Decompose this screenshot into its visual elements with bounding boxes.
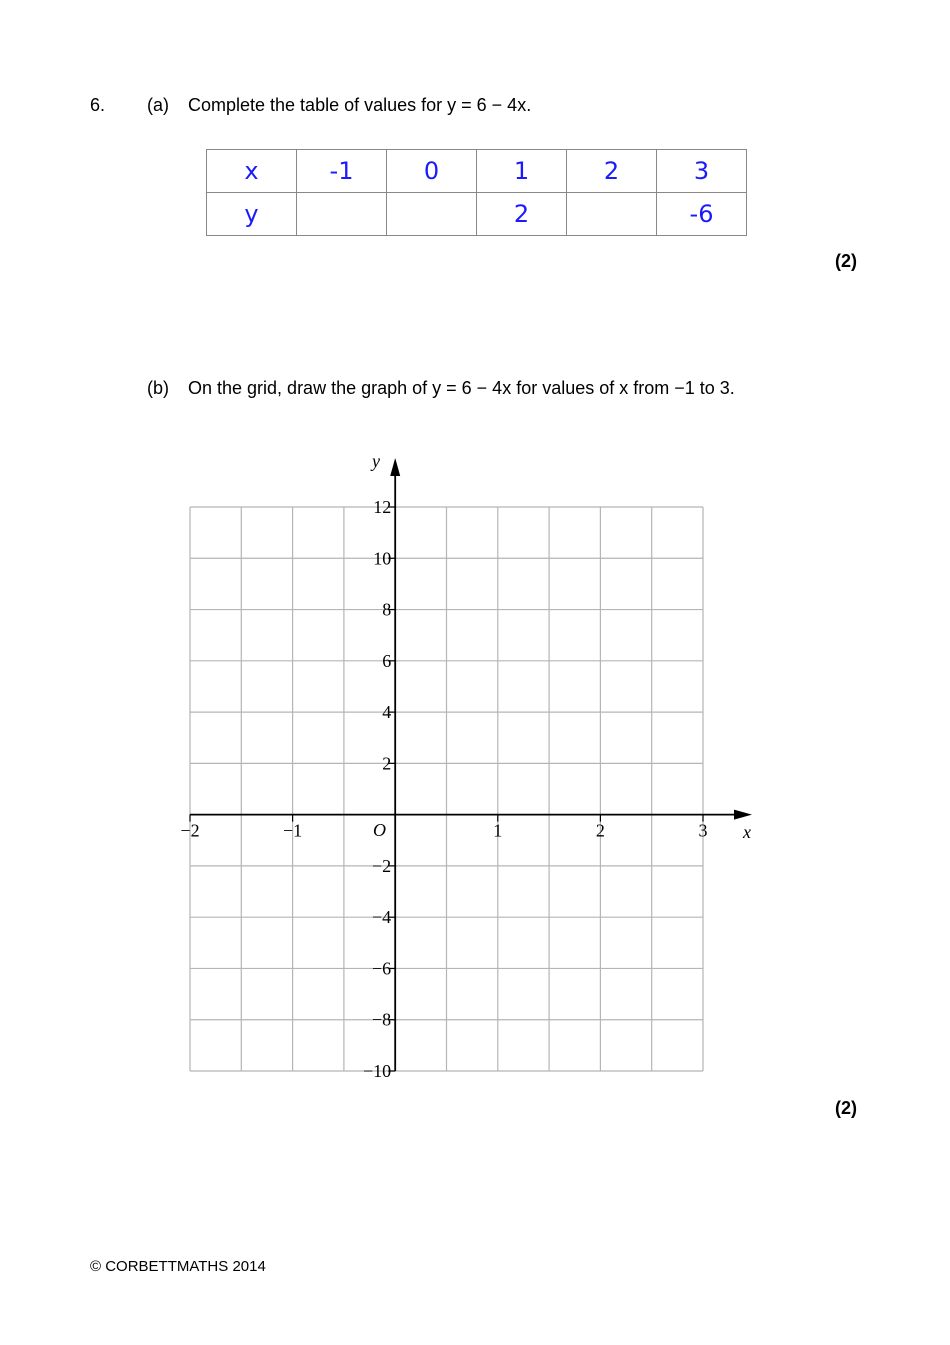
y-tick-label: 10 — [373, 548, 392, 569]
x-tick-label: −1 — [283, 820, 303, 841]
x-tick-label: −2 — [180, 820, 200, 841]
grid-lines — [190, 507, 703, 1071]
table-cell: y — [207, 193, 297, 236]
y-axis-arrow — [390, 458, 400, 476]
table-cell: 2 — [567, 150, 657, 193]
y-tick-label: 4 — [382, 702, 392, 723]
table-cell: 1 — [477, 150, 567, 193]
x-axis-arrow — [734, 810, 752, 820]
y-tick-label: 2 — [382, 753, 392, 774]
x-tick-label: 1 — [493, 820, 503, 841]
y-tick-label: 12 — [373, 497, 392, 517]
y-tick-label: −6 — [372, 958, 392, 979]
table-cell: 2 — [477, 193, 567, 236]
tick-labels — [180, 497, 707, 1081]
axes — [190, 458, 752, 1071]
footer-copyright: © CORBETTMATHS 2014 — [90, 1258, 266, 1275]
y-axis-label: y — [372, 451, 380, 471]
question-number: 6. — [90, 95, 106, 115]
table-cell: -6 — [657, 193, 747, 236]
y-tick-label: −8 — [372, 1009, 392, 1030]
part-b-text: On the grid, draw the graph of y = 6 − 4x for values of x from −1 to 3. — [188, 378, 735, 398]
x-tick-label: 3 — [698, 820, 708, 841]
y-tick-label: −2 — [372, 855, 392, 876]
x-axis-label: x — [743, 822, 751, 842]
part-b-label: (b) — [147, 378, 169, 398]
part-a-label: (a) — [147, 95, 169, 115]
table-cell: 3 — [657, 150, 747, 193]
part-a-marks: (2) — [835, 251, 857, 271]
table-cell: -1 — [297, 150, 387, 193]
y-tick-label: 8 — [382, 599, 392, 620]
y-tick-label: 6 — [382, 650, 392, 671]
table-cell: 0 — [387, 150, 477, 193]
x-tick-label: 2 — [595, 820, 605, 841]
table-cell: x — [207, 150, 297, 193]
part-a-text: Complete the table of values for y = 6 − 4x. — [188, 95, 532, 115]
part-b-marks: (2) — [835, 1098, 857, 1118]
y-tick-label: −4 — [372, 907, 392, 928]
y-tick-label: −10 — [363, 1061, 392, 1081]
origin-label: O — [373, 820, 386, 840]
